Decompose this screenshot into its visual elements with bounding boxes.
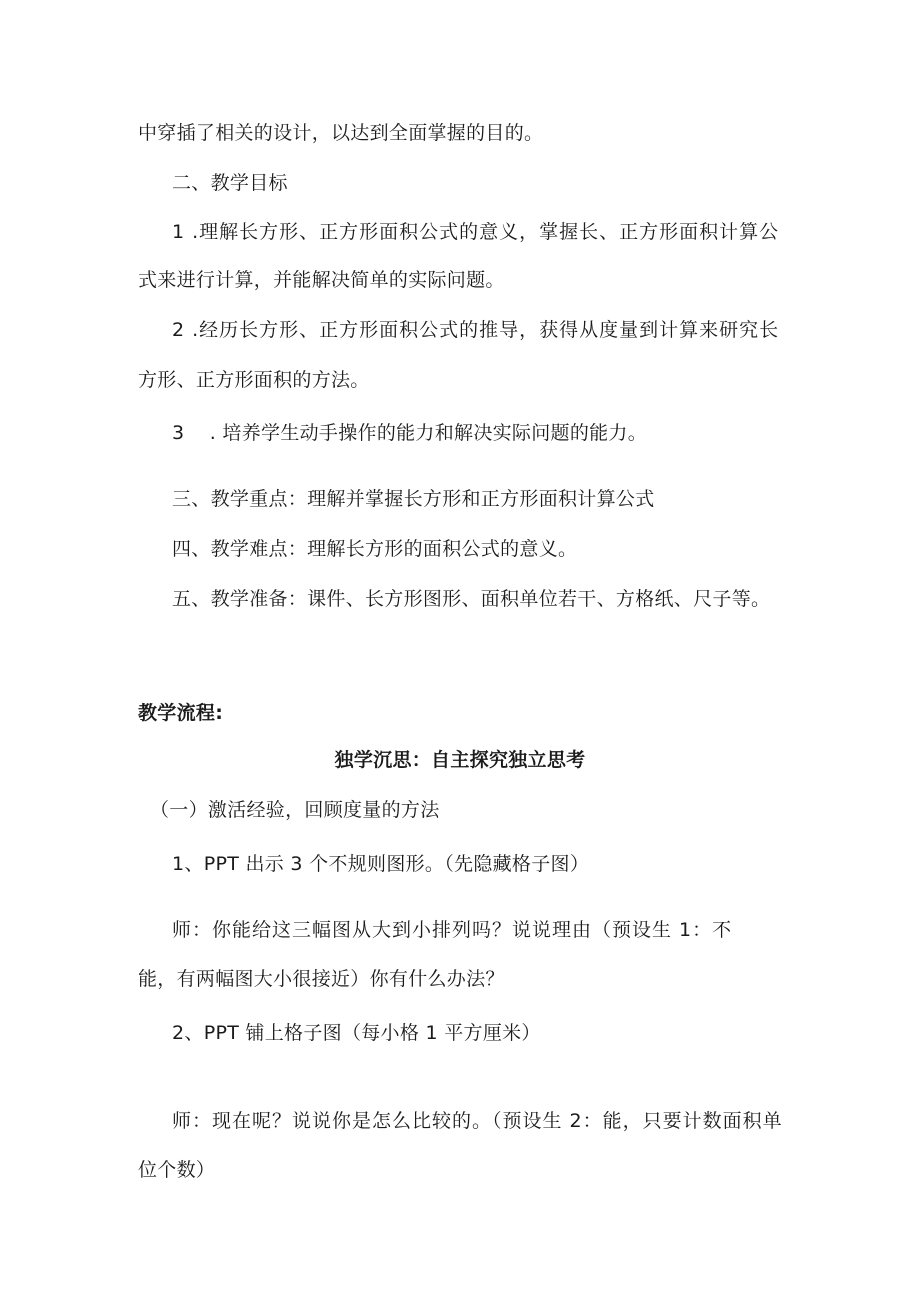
goal-1-line-1: 1 .理解长方形、正方形面积公式的意义，掌握长、正方形面积计算公 bbox=[172, 221, 780, 243]
section-title: 独学沉思：自主探究独立思考 bbox=[334, 749, 586, 771]
goal-1-line-2: 式来进行计算，并能解决简单的实际问题。 bbox=[138, 269, 505, 291]
difficulty-text: 四、教学难点：理解长方形的面积公式的意义。 bbox=[172, 538, 578, 560]
goal-2-line-1: 2 .经历长方形、正方形面积公式的推导，获得从度量到计算来研究长 bbox=[172, 319, 780, 341]
teacher-2-line-1: 师：现在呢？说说你是怎么比较的。（预设生 2：能，只要计数面积单 bbox=[172, 1110, 783, 1132]
goals-heading: 二、教学目标 bbox=[172, 172, 288, 194]
teacher-2-line-2: 位个数） bbox=[138, 1159, 216, 1181]
step-2-text: 2、PPT 铺上格子图（每小格 1 平方厘米） bbox=[172, 1022, 541, 1044]
part-1-heading: （一）激活经验，回顾度量的方法 bbox=[150, 799, 440, 821]
flow-heading: 教学流程: bbox=[138, 702, 224, 724]
key-point-text: 三、教学重点：理解并掌握长方形和正方形面积计算公式 bbox=[172, 488, 655, 510]
preparation-text: 五、教学准备：课件、长方形图形、面积单位若干、方格纸、尺子等。 bbox=[172, 588, 771, 610]
step-1-text: 1、PPT 出示 3 个不规则图形。（先隐藏格子图） bbox=[172, 853, 590, 875]
goal-2-line-2: 方形、正方形面积的方法。 bbox=[138, 369, 370, 391]
teacher-1-line-2: 能，有两幅图大小很接近）你有什么办法？ bbox=[138, 968, 505, 990]
intro-tail-text: 中穿插了相关的设计，以达到全面掌握的目的。 bbox=[138, 122, 544, 144]
goal-3-text: 3 . 培养学生动手操作的能力和解决实际问题的能力。 bbox=[172, 422, 648, 444]
teacher-1-line-1: 师：你能给这三幅图从大到小排列吗？说说理由（预设生 1：不 bbox=[172, 919, 733, 941]
